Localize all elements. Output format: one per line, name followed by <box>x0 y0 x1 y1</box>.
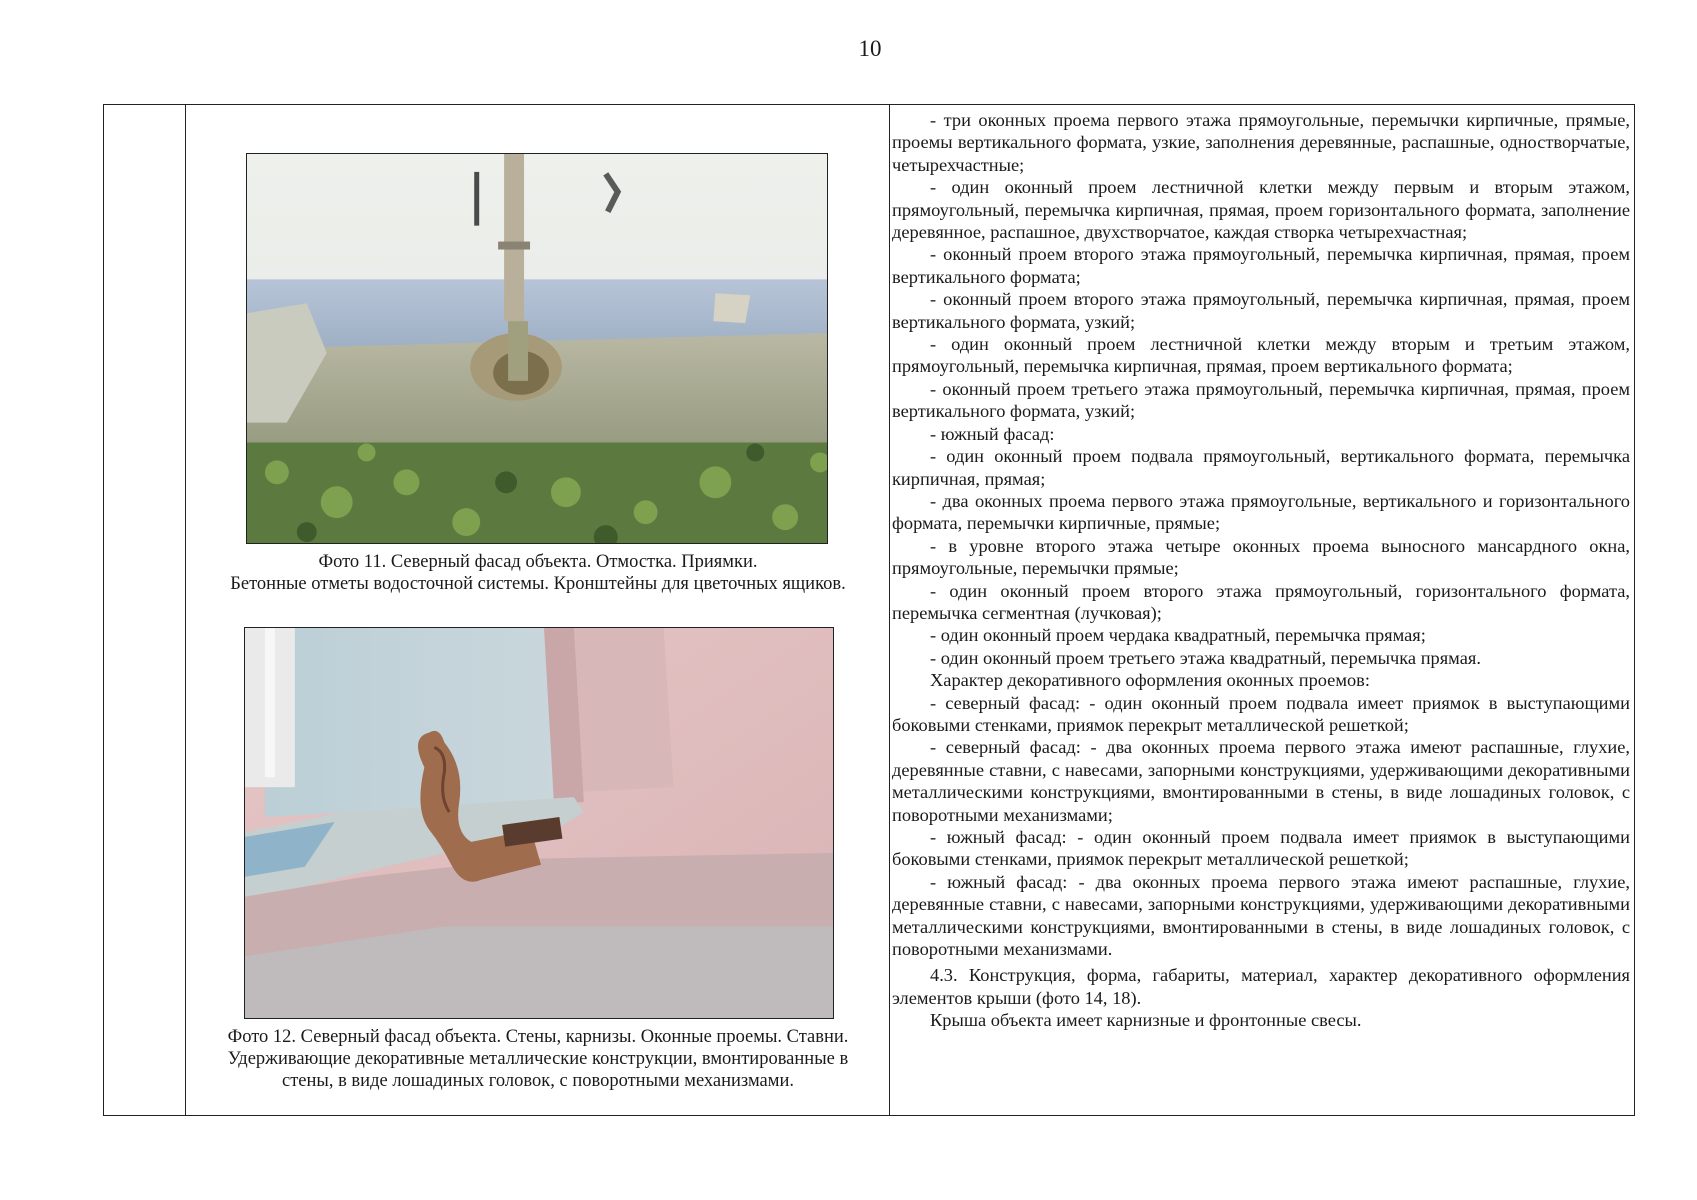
paragraph: - один оконный проем третьего этажа квадратный, перемычка прямая. <box>930 647 1481 668</box>
page-number: 10 <box>858 36 882 61</box>
paragraph: - южный фасад: - один оконный проем подвала имеет приямок в выступающими боковыми стенками, приямок перекрыт металлической решеткой; <box>892 827 1630 870</box>
paragraph: - один оконный проем лестничной клетки между первым и вторым этажом, прямоугольный, перемычка кирпичная, прямая, проем горизонтального формата, заполнение деревянное, распашное, двухстворчатое, каждая створка четырехчастная; <box>892 177 1630 243</box>
photo-11 <box>246 153 828 544</box>
paragraph: - один оконный проем подвала прямоугольный, вертикального формата, перемычка кирпичная, прямая; <box>892 446 1630 489</box>
paragraph: - оконный проем третьего этажа прямоугольный, перемычка кирпичная, прямая, проем вертикального формата, узкий; <box>892 378 1630 422</box>
photo-12-caption-line-3: стены, в виде лошадиных головок, с поворотными механизмами. <box>281 1071 794 1091</box>
paragraph: - южный фасад: <box>930 423 1055 444</box>
description-text <box>892 109 1630 1032</box>
paragraph: Характер декоративного оформления оконных проемов: <box>930 670 1370 691</box>
paragraph: - северный фасад: - один оконный проем подвала имеет приямок в выступающими боковыми стенками, приямок перекрыт металлической решеткой; <box>892 692 1630 735</box>
paragraph: - оконный проем второго этажа прямоугольный, перемычка кирпичная, прямая, проем вертикального формата; <box>892 244 1630 287</box>
paragraph: Крыша объекта имеет карнизные и фронтонные свесы. <box>930 1010 1362 1031</box>
paragraph: - один оконный проем второго этажа прямоугольный, горизонтального формата, перемычка сегментная (лучковая); <box>892 580 1630 623</box>
paragraph: - три оконных проема первого этажа прямоугольные, перемычки кирпичные, прямые, проемы вертикального формата, узкие, заполнения деревянные, распашные, одностворчатые, четырехчастные; <box>892 110 1630 175</box>
paragraph: - в уровне второго этажа четыре оконных проема выносного мансардного окна, прямоугольные, перемычки прямые; <box>892 535 1630 579</box>
photo-12-caption-line-1: Фото 12. Северный фасад объекта. Стены, карнизы. Оконные проемы. Ставни. <box>227 1027 849 1047</box>
paragraph: - два оконных проема первого этажа прямоугольные, вертикального и горизонтального формата, перемычки кирпичные, прямые; <box>892 490 1630 534</box>
photo-12-caption-line-2: Удерживающие декоративные металлические конструкции, вмонтированные в <box>227 1049 849 1069</box>
photo-column <box>186 105 890 1115</box>
photo-12-image <box>245 628 833 1018</box>
document-table <box>103 104 1635 1116</box>
paragraph: - один оконный проем чердака квадратный, перемычка прямая; <box>930 625 1426 646</box>
photo-11-caption-line-1: Фото 11. Северный фасад объекта. Отмостка. Приямки. <box>318 552 758 572</box>
photo-11-caption-line-2: Бетонные отметы водосточной системы. Кронштейны для цветочных ящиков. <box>230 574 846 594</box>
photo-11-image <box>247 154 827 543</box>
photo-12-caption <box>186 1026 890 1092</box>
paragraph: - южный фасад: - два оконных проема первого этажа имеют распашные, глухие, деревянные ставни, с навесами, запорными конструкциями, удерживающими декоративными металлическими конструкциями, вмонтированными в стены, в виде лошадиных головок, с поворотными механизмами. <box>892 871 1630 960</box>
left-margin-column <box>104 105 186 1115</box>
photo-11-caption <box>186 551 890 595</box>
photo-12 <box>244 627 834 1019</box>
paragraph: - северный фасад: - два оконных проема первого этажа имеют распашные, глухие, деревянные ставни, с навесами, запорными конструкциями, удерживающими декоративными металлическими конструкциями, вмонтированными в стены, в виде лошадиных головок, с поворотными механизмами; <box>892 737 1630 825</box>
section-heading: 4.3. Конструкция, форма, габариты, материал, характер декоративного оформления элементов крыши (фото 14, 18). <box>892 965 1630 1008</box>
paragraph: - один оконный проем лестничной клетки между вторым и третьим этажом, прямоугольный, перемычка кирпичная, прямая, проем вертикального формата; <box>892 334 1630 377</box>
paragraph: - оконный проем второго этажа прямоугольный, перемычка кирпичная, прямая, проем вертикального формата, узкий; <box>892 289 1630 332</box>
